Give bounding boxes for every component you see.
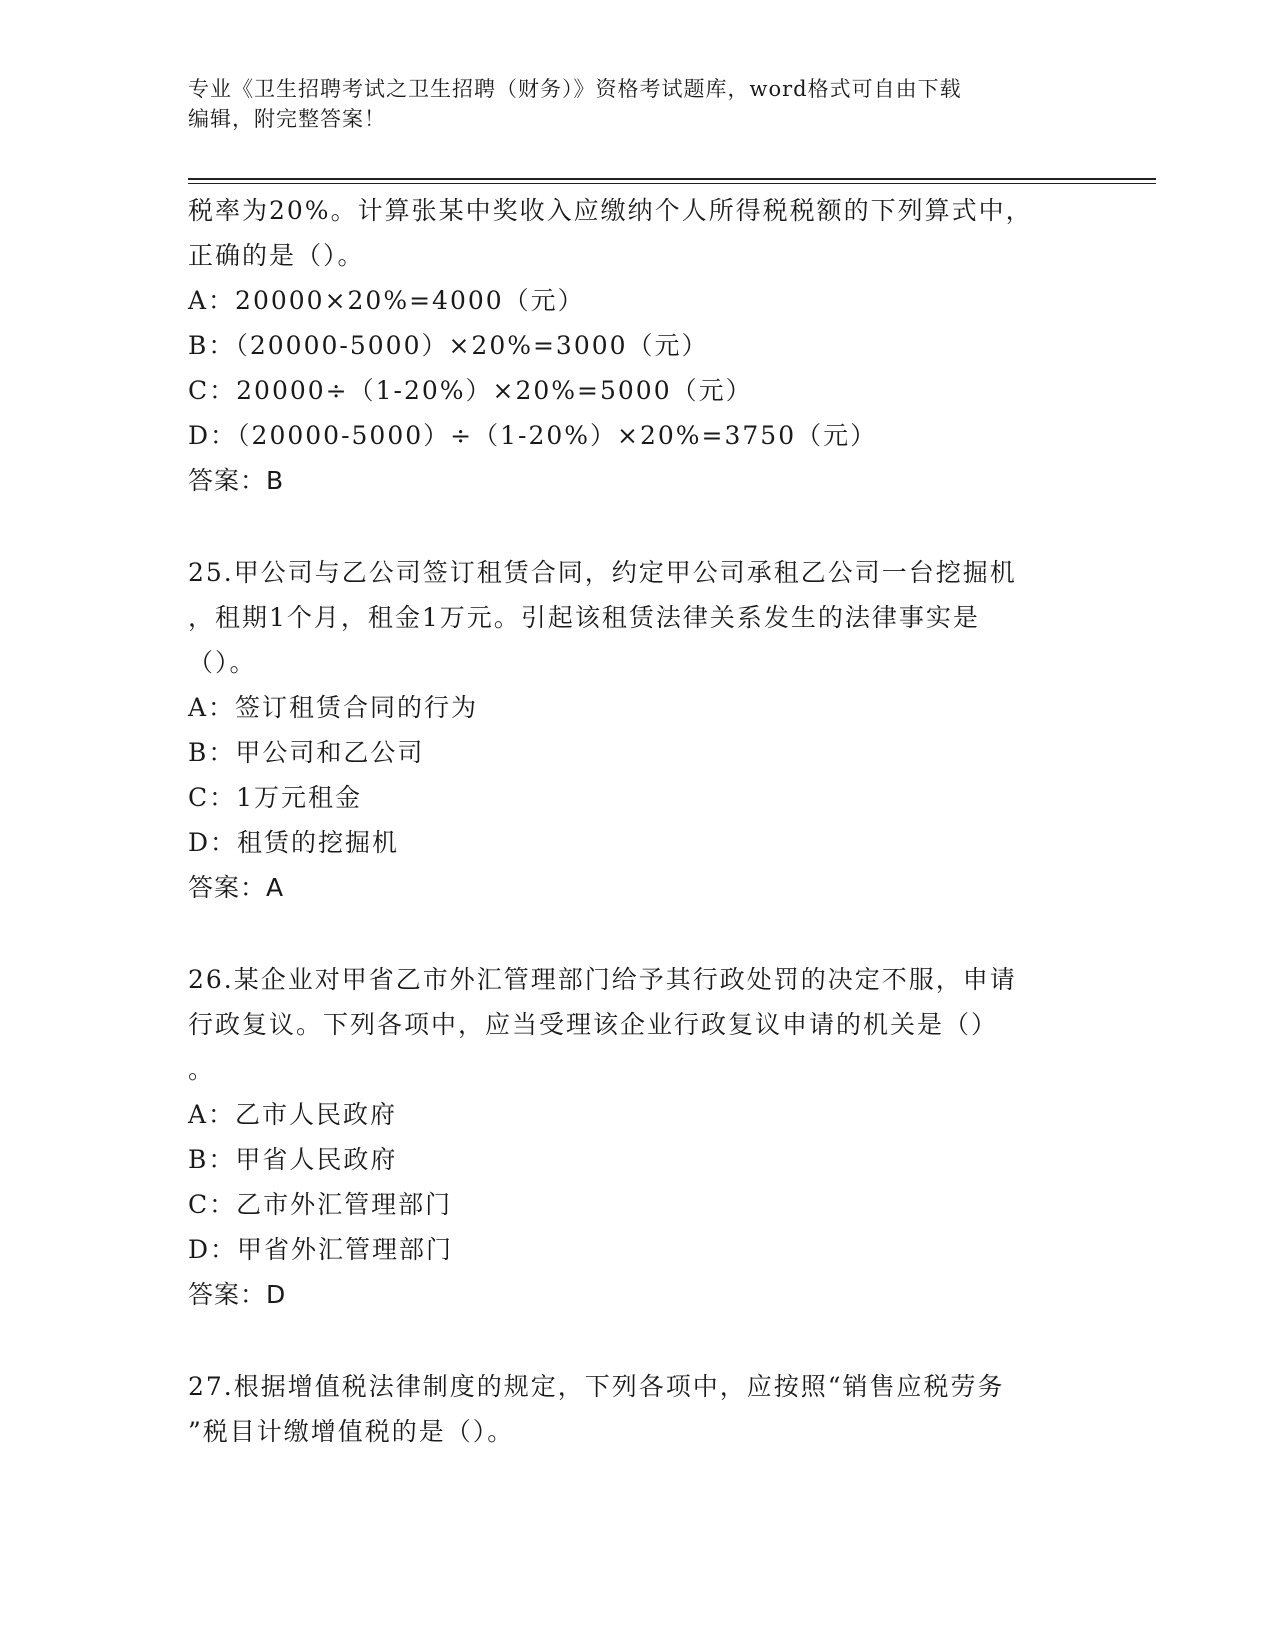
- option-c: C：20000÷（1-20%）×20%=5000（元）: [188, 376, 753, 405]
- question-stem: （）。: [188, 648, 257, 677]
- option-b: B：甲省人民政府: [188, 1145, 398, 1174]
- answer: 答案：D: [188, 1280, 287, 1309]
- header-line-1: 专业《卫生招聘考试之卫生招聘（财务）》资格考试题库，word格式可自由下载: [188, 77, 962, 101]
- option-a: A：乙市人民政府: [188, 1100, 398, 1129]
- header-divider-thin: [188, 183, 1156, 184]
- question-stem: 行政复议。下列各项中，应当受理该企业行政复议申请的机关是（）: [188, 1010, 999, 1039]
- option-c: C：乙市外汇管理部门: [188, 1190, 453, 1219]
- question-26: [188, 957, 1068, 1317]
- question-27: [188, 1364, 1068, 1454]
- option-c: C：1万元租金: [188, 783, 363, 812]
- header-line-2: 编辑，附完整答案！: [188, 107, 386, 131]
- question-stem: 27.根据增值税法律制度的规定，下列各项中，应按照“销售应税劳务: [188, 1372, 1005, 1401]
- question-stem: 。: [188, 1055, 216, 1084]
- option-d: D：租赁的挖掘机: [188, 828, 400, 857]
- question-stem: 26.某企业对甲省乙市外汇管理部门给予其行政处罚的决定不服，申请: [188, 965, 1017, 994]
- option-d: D：（20000-5000）÷（1-20%）×20%=3750（元）: [188, 421, 878, 450]
- document-header: [188, 74, 1068, 134]
- question-stem: 税率为20%。计算张某中奖收入应缴纳个人所得税税额的下列算式中，: [188, 196, 1033, 225]
- answer: 答案：B: [188, 466, 285, 495]
- question-stem: 正确的是（）。: [188, 241, 365, 270]
- option-d: D：甲省外汇管理部门: [188, 1235, 454, 1264]
- question-24: [188, 188, 1068, 503]
- question-stem: ，租期1个月，租金1万元。引起该租赁法律关系发生的法律事实是: [188, 603, 980, 632]
- question-25: [188, 550, 1068, 910]
- option-b: B：甲公司和乙公司: [188, 738, 425, 767]
- header-divider: [188, 178, 1156, 180]
- answer: 答案：A: [188, 873, 285, 902]
- question-list: [188, 188, 1068, 1454]
- question-stem: ”税目计缴增值税的是（）。: [188, 1417, 515, 1446]
- option-b: B：（20000-5000）×20%=3000（元）: [188, 331, 709, 360]
- question-stem: 25.甲公司与乙公司签订租赁合同，约定甲公司承租乙公司一台挖掘机: [188, 558, 1017, 587]
- option-a: A：20000×20%=4000（元）: [188, 286, 585, 315]
- option-a: A：签订租赁合同的行为: [188, 693, 479, 722]
